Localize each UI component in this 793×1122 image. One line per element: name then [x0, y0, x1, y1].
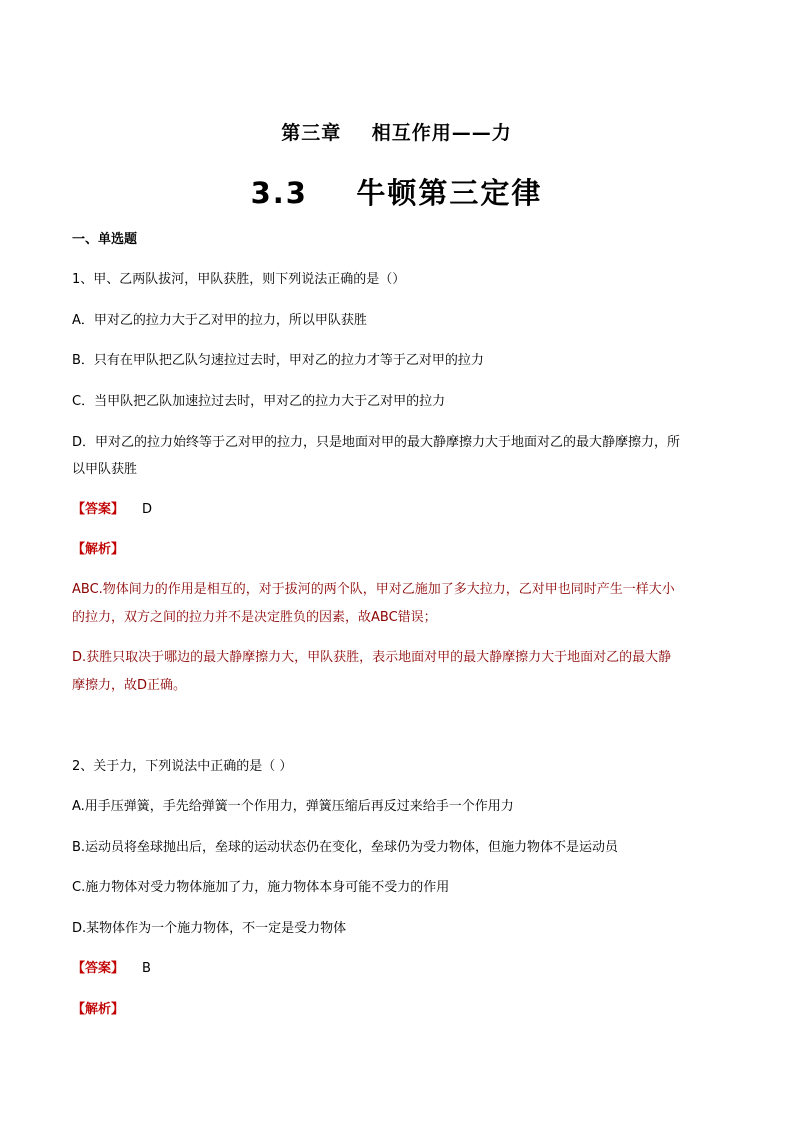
question-2-stem: 2、关于力，下列说法中正确的是（ ）: [72, 759, 293, 774]
answer-label: 【答案】: [72, 502, 125, 517]
question-1-option-d-cont: 以甲队获胜: [72, 462, 138, 477]
section-heading: 一、单选题: [72, 232, 138, 247]
question-1-analysis-line: ABC.物体间力的作用是相互的，对于拔河的两个队，甲对乙施加了多大拉力，乙对甲也同时产生一样大小: [72, 582, 675, 597]
section-title: 3.3 牛顿第三定律: [250, 176, 543, 210]
question-1-answer: [72, 502, 152, 518]
chapter-title: 第三章 相互作用——力: [281, 122, 512, 144]
answer-value: D: [142, 502, 153, 517]
question-1-analysis-label: [72, 542, 124, 558]
question-2-option-a: A.用手压弹簧，手先给弹簧一个作用力，弹簧压缩后再反过来给手一个作用力: [72, 799, 514, 814]
analysis-label: 【解析】: [72, 1002, 125, 1017]
analysis-label: 【解析】: [72, 542, 125, 557]
answer-value: B: [142, 961, 151, 976]
question-1-option-a: A．甲对乙的拉力大于乙对甲的拉力，所以甲队获胜: [72, 313, 367, 328]
question-1-option-b: B．只有在甲队把乙队匀速拉过去时，甲对乙的拉力才等于乙对甲的拉力: [72, 353, 484, 368]
question-1-analysis-line: 的拉力，双方之间的拉力并不是决定胜负的因素，故ABC错误；: [72, 610, 437, 625]
question-2-option-d: D.某物体作为一个施力物体，不一定是受力物体: [72, 921, 347, 936]
question-1-option-d: D．甲对乙的拉力始终等于乙对甲的拉力，只是地面对甲的最大静摩擦力大于地面对乙的最大静摩擦力，所: [72, 435, 681, 450]
question-2-option-b: B.运动员将垒球抛出后，垒球的运动状态仍在变化，垒球仍为受力物体，但施力物体不是运动员: [72, 840, 619, 855]
question-2-analysis-label: [72, 1002, 124, 1018]
question-1-analysis-line: D.获胜只取决于哪边的最大静摩擦力大，甲队获胜，表示地面对甲的最大静摩擦力大于地面对乙的最大静: [72, 650, 672, 665]
answer-label: 【答案】: [72, 961, 125, 976]
question-1-option-c: C．当甲队把乙队加速拉过去时，甲对乙的拉力大于乙对甲的拉力: [72, 394, 446, 409]
question-1-analysis-line: 摩擦力，故D正确。: [72, 678, 187, 693]
question-2-answer: [72, 961, 151, 977]
question-2-option-c: C.施力物体对受力物体施加了力，施力物体本身可能不受力的作用: [72, 880, 450, 895]
question-1-stem: 1、甲、乙两队拔河，甲队获胜，则下列说法正确的是（）: [72, 272, 406, 287]
